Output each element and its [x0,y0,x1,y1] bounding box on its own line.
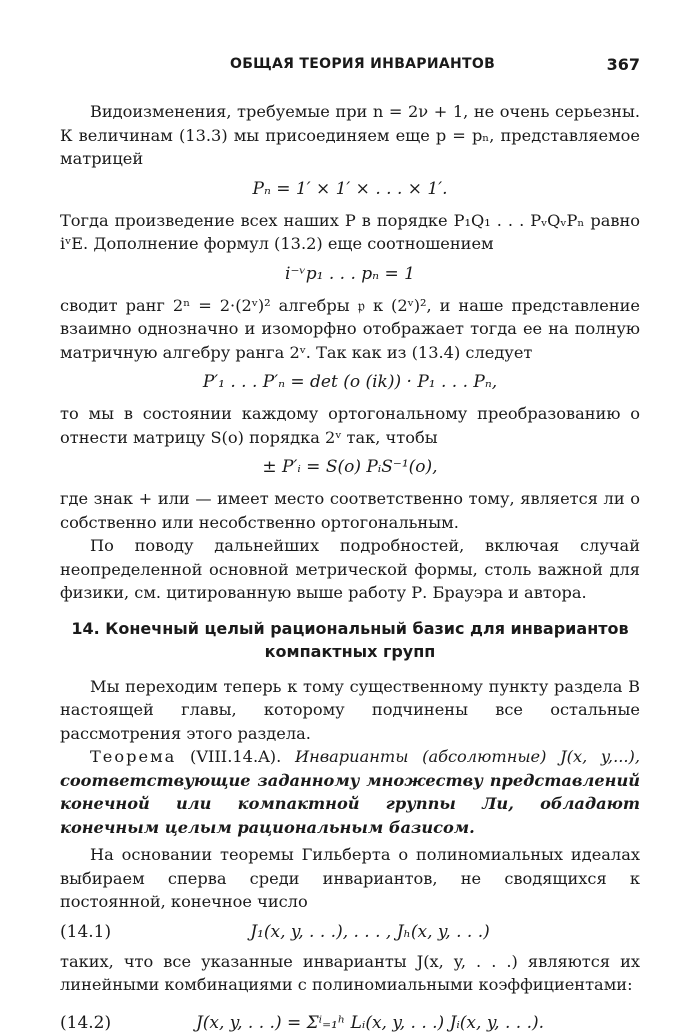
paragraph-1: Видоизменения, требуемые при n = 2ν + 1, не очень серьезны. К величинам (13.3) мы присоединяем еще p = pₙ, представляемое матрицей [60,102,640,168]
theorem-label: Теорема [90,747,177,766]
equation-number-14-1: (14.1) [60,921,112,942]
formula-product: i⁻ᵛp₁ . . . pₙ = 1 [285,263,415,284]
paragraph-3: сводит ранг 2ⁿ = 2·(2ᵛ)² алгебры 𝔭 к (2ᵛ)², и наше представление взаимно однозначно и изоморфно отображает тогда ее на полную матричную алгебру ранга 2ᵛ. Так как из (13.4) следует [60,295,640,362]
formula-pn: Pₙ = 1′ × 1′ × . . . × 1′. [252,178,448,199]
equation-14-1-expr: J₁(x, y, . . .), . . . , Jₕ(x, y, . . .) [250,921,490,942]
equation-14-2-expr: J(x, y, . . .) = Σⁱ₌₁ʰ Lᵢ(x, y, . . .) Jᵢ(x, y, . . .). [195,1012,545,1033]
equation-14-1 [60,920,640,944]
paragraph-9: таких, что все указанные инварианты J(x, y, . . .) являются их линейными комбинациями с полиномиальными коэффициентами: [60,951,640,994]
theorem-text-1: Инварианты (абсолютные) J(x, y,...), [294,747,640,766]
section-heading: 14. Конечный целый рациональный базис для инвариантов компактных групп [71,618,629,661]
running-title: ОБЩАЯ ТЕОРИЯ ИНВАРИАНТОВ [230,56,496,72]
equation-number-14-2: (14.2) [60,1012,112,1033]
theorem-statement [60,745,640,839]
page-number: 367 [606,55,640,74]
paragraph-5: где знак + или — имеет место соответственно тому, является ли o собственно или несобственно ортогональным. [60,489,640,532]
theorem-text-2: соответствующие заданному множеству представлений конечной или компактной группы Ли, обладают конечным целым рациональным базисом. [60,770,640,837]
paragraph-6: По поводу дальнейших подробностей, включая случай неопределенной основной метрической формы, столь важной для физики, см. цитированную выше работу Р. Брауэра и автора. [60,536,640,602]
paragraph-2: Тогда произведение всех наших P в порядке P₁Q₁ . . . PᵥQᵥPₙ равно iᵛE. Дополнение формул (13.2) еще соотношением [60,210,640,253]
theorem-ref: (VIII.14.A). [190,747,282,766]
paragraph-8: На основании теоремы Гильберта о полиномиальных идеалах выбираем сперва среди инвариантов, не сводящихся к постоянной, конечное число [60,845,640,911]
running-header [60,54,640,76]
paragraph-4: то мы в состоянии каждому ортогональному преобразованию o отнести матрицу S(o) порядка 2ᵛ так, чтобы [60,404,640,447]
formula-det: P′₁ . . . P′ₙ = det (o (ik)) · P₁ . . . Pₙ, [202,372,498,392]
paragraph-7: Мы переходим теперь к тому существенному пункту раздела В настоящей главы, которому подчинены все остальные рассмотрения этого раздела. [60,676,640,743]
equation-14-2 [60,1011,640,1035]
page-body [60,100,640,1035]
formula-transform: ± P′ᵢ = S(o) PᵢS⁻¹(o), [262,457,438,477]
